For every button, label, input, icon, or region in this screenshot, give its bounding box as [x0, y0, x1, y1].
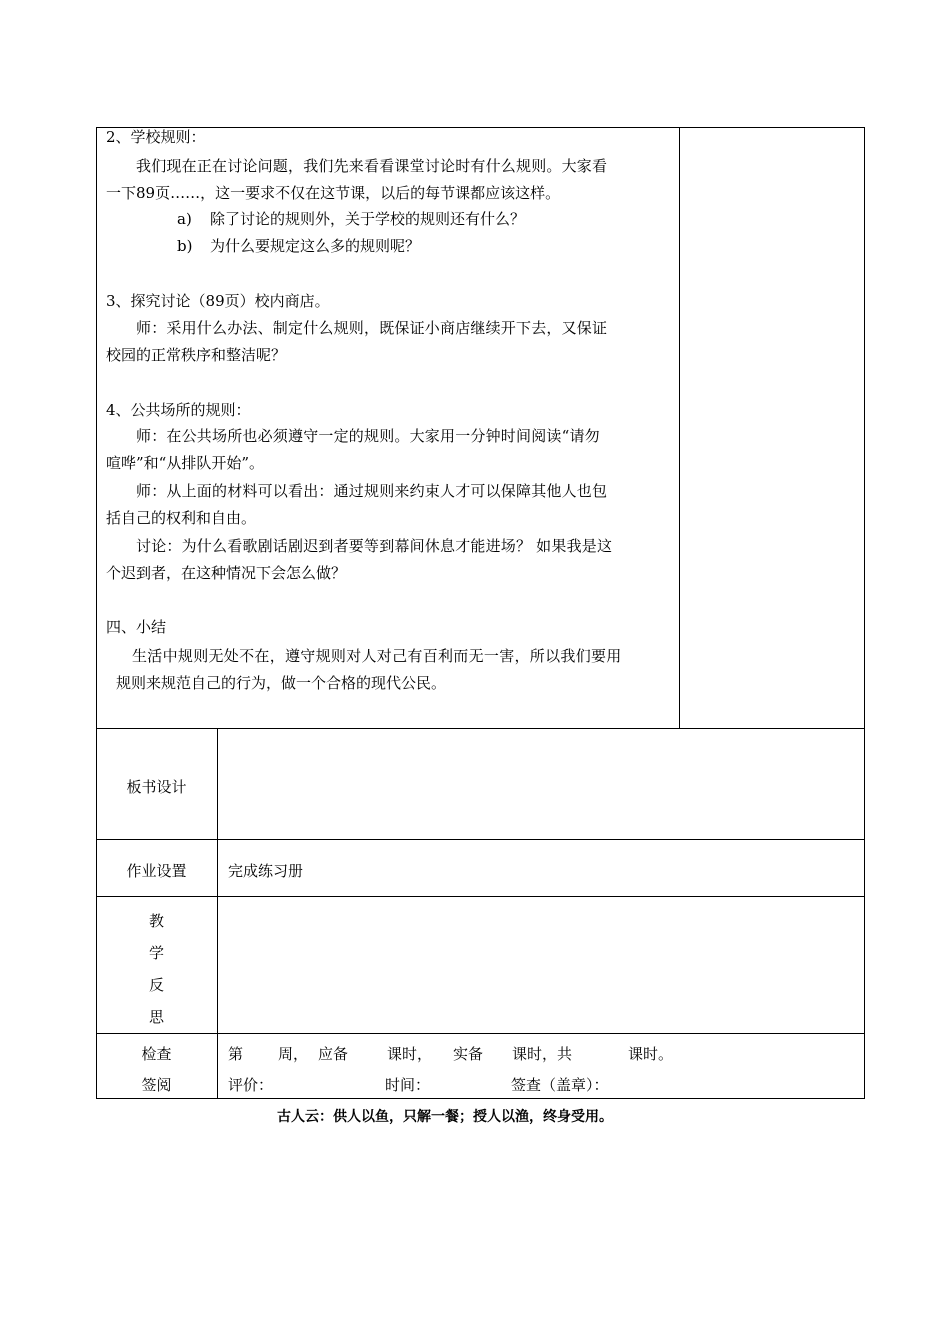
check-week-suffix: 周， [278, 1045, 309, 1063]
check-actual-unit: 课时，共 [512, 1045, 573, 1063]
reflection-label-char: 反 [148, 976, 164, 994]
row-divider [96, 896, 865, 897]
section-4-paragraph-line: 师：从上面的材料可以看出：通过规则来约束人才可以保障其他人也包 [136, 482, 608, 500]
section-3-paragraph-line: 师：采用什么办法、制定什么规则，既保证小商店继续开下去，又保证 [136, 319, 608, 337]
section-2-heading: 2、学校规则： [106, 128, 206, 146]
check-label-line2: 签阅 [141, 1076, 172, 1094]
check-week-prefix: 第 [228, 1045, 244, 1063]
reflection-label-char: 学 [148, 944, 164, 962]
check-time: 时间： [385, 1076, 431, 1094]
label-column-divider [217, 728, 218, 1099]
section-4-paragraph-line: 喧哗”和“从排队开始”。 [106, 454, 265, 472]
section-4-heading: 4、公共场所的规则： [106, 401, 251, 419]
question-a-marker: a) [177, 210, 192, 228]
section-4-paragraph-line: 括自己的权利和自由。 [106, 509, 257, 527]
section-4-paragraph-line: 师：在公共场所也必须遵守一定的规则。大家用一分钟时间阅读“请勿 [136, 427, 600, 445]
notes-column-divider [679, 127, 680, 729]
check-signature-stamp: 签查（盖章）： [511, 1076, 609, 1094]
check-should-unit: 课时， [387, 1045, 433, 1063]
question-b-text: 为什么要规定这么多的规则呢？ [210, 237, 421, 255]
check-evaluation: 评价： [228, 1076, 274, 1094]
summary-heading: 四、小结 [106, 618, 167, 636]
section-3-paragraph-line: 校园的正常秩序和整洁呢？ [106, 346, 287, 364]
section-2-paragraph-line: 一下89页……，这一要求不仅在这节课，以后的每节课都应该这样。 [106, 184, 561, 202]
homework-content: 完成练习册 [228, 862, 304, 880]
check-actual-prepare: 实备 [453, 1045, 484, 1063]
section-3-heading: 3、探究讨论（89页）校内商店。 [106, 292, 330, 310]
section-2-paragraph-line: 我们现在正在讨论问题，我们先来看看课堂讨论时有什么规则。大家看 [136, 157, 608, 175]
motto-quote: 古人云：供人以鱼，只解一餐；授人以渔，终身受用。 [277, 1109, 613, 1125]
row-divider [96, 839, 865, 840]
reflection-label [96, 905, 217, 1033]
question-b-marker: b) [177, 237, 193, 255]
reflection-label-char: 思 [148, 1008, 164, 1026]
question-a-text: 除了讨论的规则外，关于学校的规则还有什么？ [210, 210, 526, 228]
section-4-paragraph-line: 个迟到者，在这种情况下会怎么做？ [106, 564, 347, 582]
summary-paragraph-line: 规则来规范自己的行为，做一个合格的现代公民。 [116, 674, 447, 692]
check-total-unit: 课时。 [628, 1045, 674, 1063]
summary-paragraph-line: 生活中规则无处不在，遵守规则对人对己有百利而无一害，所以我们要用 [132, 647, 622, 665]
check-should-prepare: 应备 [318, 1045, 349, 1063]
reflection-label-char: 教 [148, 912, 164, 930]
check-label-line1: 检查 [141, 1045, 172, 1063]
board-design-label: 板书设计 [126, 778, 187, 796]
section-4-paragraph-line: 讨论：为什么看歌剧话剧迟到者要等到幕间休息才能进场？ 如果我是这 [136, 537, 613, 555]
row-divider [96, 1033, 865, 1034]
homework-label: 作业设置 [126, 862, 187, 880]
